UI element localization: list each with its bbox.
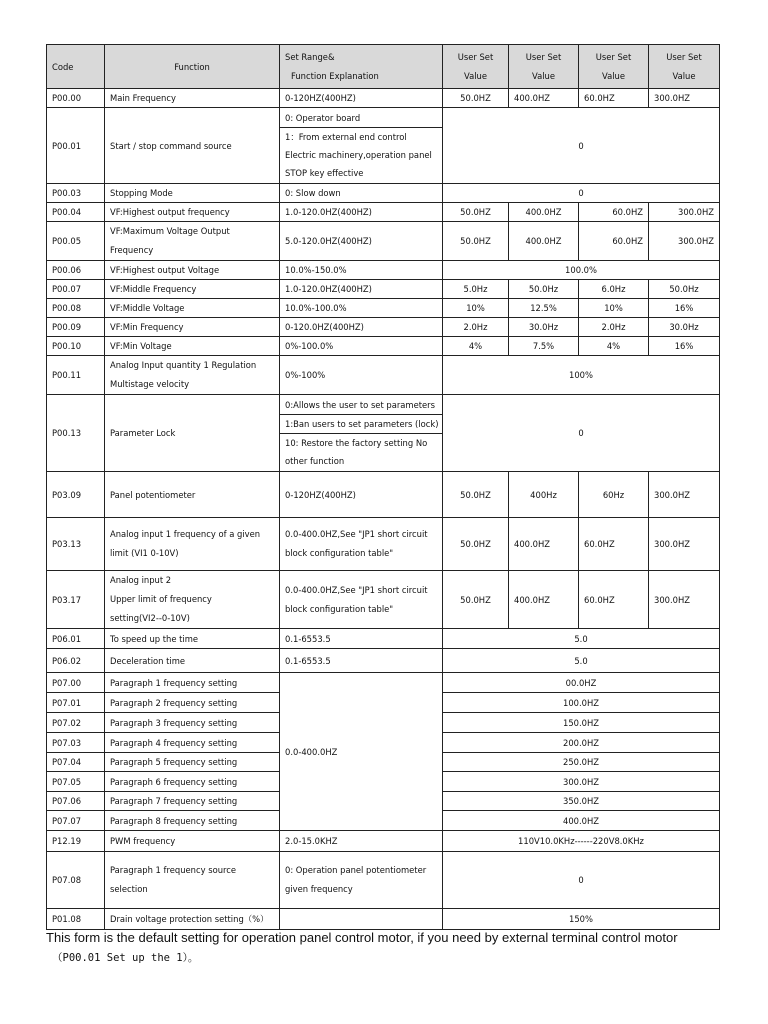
user-value: 300.0HZ [443,772,720,792]
param-function: Panel potentiometer [105,472,280,518]
user-value: 350.0HZ [443,792,720,811]
param-function: Paragraph 1 frequency source selection [105,852,280,909]
header-user-set-1: User Set Value [443,45,509,89]
param-function: VF:Min Frequency [105,318,280,337]
param-function: Drain voltage protection setting（%） [105,909,280,930]
footer-note: This form is the default setting for operation panel control motor, if you need by external terminal control motor [46,930,678,945]
header-set-range: Set Range& Function Explanation [280,45,443,89]
param-code: P00.04 [47,203,105,222]
param-code: P06.01 [47,629,105,649]
param-code: P01.08 [47,909,105,930]
user-value-2: 400.0HZ [509,203,579,222]
table-row [47,203,720,222]
param-code: P03.13 [47,518,105,571]
user-value-1: 4% [443,337,509,356]
param-code: P00.03 [47,184,105,203]
user-value: 400.0HZ [443,811,720,831]
user-value: 150.0HZ [443,713,720,733]
user-value: 200.0HZ [443,733,720,753]
user-value-2: 400Hz [509,472,579,518]
param-function: VF:Highest output Voltage [105,261,280,280]
param-range: 0.0-400.0HZ,See "JP1 short circuit block configuration table" [280,571,443,629]
param-range: 0:Allows the user to set parameters 1:Ban users to set parameters (lock) 10: Restore the factory setting No other function [280,395,443,472]
user-value: 00.0HZ [443,673,720,693]
param-range: 1.0-120.0HZ(400HZ) [280,203,443,222]
user-value-2: 400.0HZ [509,222,579,261]
user-value-1: 5.0Hz [443,280,509,299]
param-function: VF:Middle Voltage [105,299,280,318]
table-row [47,356,720,395]
param-range: 0: Slow down [280,184,443,203]
user-value-3: 60Hz [579,472,649,518]
user-value-1: 50.0HZ [443,472,509,518]
user-value-3: 60.0HZ [579,518,649,571]
param-function: Paragraph 1 frequency setting [105,673,280,693]
user-value-3: 60.0HZ [579,571,649,629]
user-value: 100.0% [443,261,720,280]
param-range: 0: Operation panel potentiometer given frequency [280,852,443,909]
param-range: 0-120HZ(400HZ) [280,472,443,518]
param-code: P00.00 [47,89,105,108]
user-value-2: 400.0HZ [509,518,579,571]
param-code: P06.02 [47,649,105,673]
user-value: 110V10.0KHz------220V8.0KHz [443,831,720,852]
table-row [47,261,720,280]
user-value: 100.0HZ [443,693,720,713]
table-header-row [47,45,720,89]
user-value: 5.0 [443,629,720,649]
param-function: Analog Input quantity 1 Regulation Multistage velocity [105,356,280,395]
user-value: 100% [443,356,720,395]
param-code: P00.13 [47,395,105,472]
table-row [47,89,720,108]
param-range: 0%-100.0% [280,337,443,356]
param-range: 0.1-6553.5 [280,629,443,649]
user-value: 0 [443,395,720,472]
user-value-4: 300.0HZ [649,571,720,629]
param-function: Paragraph 3 frequency setting [105,713,280,733]
user-value-3: 6.0Hz [579,280,649,299]
user-value-2: 50.0Hz [509,280,579,299]
user-value-3: 60.0HZ [579,222,649,261]
table-row [47,472,720,518]
user-value-4: 300.0HZ [649,222,720,261]
user-value-3: 60.0HZ [579,203,649,222]
param-code: P07.06 [47,792,105,811]
param-code: P00.08 [47,299,105,318]
user-value-1: 50.0HZ [443,203,509,222]
user-value: 150% [443,909,720,930]
user-value-4: 300.0HZ [649,472,720,518]
user-value-4: 300.0HZ [649,203,720,222]
user-value-2: 12.5% [509,299,579,318]
user-value: 0 [443,852,720,909]
param-range: 0%-100% [280,356,443,395]
user-value-2: 400.0HZ [509,89,579,108]
user-value: 0 [443,108,720,184]
table-row [47,318,720,337]
user-value: 0 [443,184,720,203]
param-code: P00.06 [47,261,105,280]
table-row [47,571,720,629]
user-value-3: 4% [579,337,649,356]
param-function: PWM frequency [105,831,280,852]
param-function: Paragraph 4 frequency setting [105,733,280,753]
user-value-4: 16% [649,337,720,356]
user-value-2: 400.0HZ [509,571,579,629]
user-value: 5.0 [443,649,720,673]
param-function: Main Frequency [105,89,280,108]
param-code: P07.00 [47,673,105,693]
header-user-set-2: User Set Value [509,45,579,89]
param-function: Parameter Lock [105,395,280,472]
user-value-3: 60.0HZ [579,89,649,108]
user-value-1: 50.0HZ [443,571,509,629]
user-value-2: 7.5% [509,337,579,356]
param-function: VF:Highest output frequency [105,203,280,222]
header-function: Function [105,45,280,89]
user-value-1: 2.0Hz [443,318,509,337]
param-range: 5.0-120.0HZ(400HZ) [280,222,443,261]
param-code: P07.01 [47,693,105,713]
param-code: P00.10 [47,337,105,356]
user-value-1: 50.0HZ [443,518,509,571]
header-user-set-4: User Set Value [649,45,720,89]
footer-note-parenthetical: （P00.01 Set up the 1）。 [52,952,199,964]
param-function: VF:Min Voltage [105,337,280,356]
param-code: P00.05 [47,222,105,261]
param-code: P07.07 [47,811,105,831]
param-code: P03.09 [47,472,105,518]
table-row [47,299,720,318]
param-function: Paragraph 2 frequency setting [105,693,280,713]
param-function: Analog input 1 frequency of a given limit (VI1 0-10V) [105,518,280,571]
table-row [47,629,720,649]
header-user-set-3: User Set Value [579,45,649,89]
user-value-4: 16% [649,299,720,318]
param-code: P00.11 [47,356,105,395]
param-function: Deceleration time [105,649,280,673]
param-range: 0-120.0HZ(400HZ) [280,318,443,337]
param-function: Paragraph 7 frequency setting [105,792,280,811]
param-range [280,909,443,930]
param-function: Start / stop command source [105,108,280,184]
param-code: P07.08 [47,852,105,909]
param-function: Analog input 2 Upper limit of frequency setting(VI2--0-10V) [105,571,280,629]
param-function: VF:Middle Frequency [105,280,280,299]
param-code: P12.19 [47,831,105,852]
param-code: P07.04 [47,753,105,772]
param-code: P00.09 [47,318,105,337]
param-code: P03.17 [47,571,105,629]
param-code: P00.01 [47,108,105,184]
param-range: 1.0-120.0HZ(400HZ) [280,280,443,299]
param-range: 0: Operator board 1：From external end control Electric machinery,operation panel STOP key effective [280,108,443,184]
table-row [47,649,720,673]
user-value-4: 30.0Hz [649,318,720,337]
table-row [47,852,720,909]
user-value-4: 50.0Hz [649,280,720,299]
user-value-1: 50.0HZ [443,89,509,108]
table-row [47,831,720,852]
table-row [47,184,720,203]
param-range-shared: 0.0-400.0HZ [280,673,443,831]
table-row [47,673,720,693]
user-value-1: 10% [443,299,509,318]
param-function: Paragraph 6 frequency setting [105,772,280,792]
table-row [47,337,720,356]
table-row [47,222,720,261]
param-range: 0.0-400.0HZ,See "JP1 short circuit block configuration table" [280,518,443,571]
table-row [47,280,720,299]
param-code: P07.02 [47,713,105,733]
param-code: P07.05 [47,772,105,792]
user-value-3: 2.0Hz [579,318,649,337]
user-value-4: 300.0HZ [649,89,720,108]
table-row [47,395,720,472]
param-range: 0.1-6553.5 [280,649,443,673]
param-function: Stopping Mode [105,184,280,203]
param-range: 10.0%-150.0% [280,261,443,280]
user-value-3: 10% [579,299,649,318]
user-value-2: 30.0Hz [509,318,579,337]
param-code: P07.03 [47,733,105,753]
user-value-1: 50.0HZ [443,222,509,261]
param-function: To speed up the time [105,629,280,649]
user-value-4: 300.0HZ [649,518,720,571]
param-range: 2.0-15.0KHZ [280,831,443,852]
header-code: Code [47,45,105,89]
param-function: Paragraph 5 frequency setting [105,753,280,772]
user-value: 250.0HZ [443,753,720,772]
parameter-table [46,44,720,930]
table-row [47,108,720,184]
table-row [47,909,720,930]
param-code: P00.07 [47,280,105,299]
table-row [47,518,720,571]
param-range: 0-120HZ(400HZ) [280,89,443,108]
param-range: 10.0%-100.0% [280,299,443,318]
param-function: VF:Maximum Voltage Output Frequency [105,222,280,261]
param-function: Paragraph 8 frequency setting [105,811,280,831]
